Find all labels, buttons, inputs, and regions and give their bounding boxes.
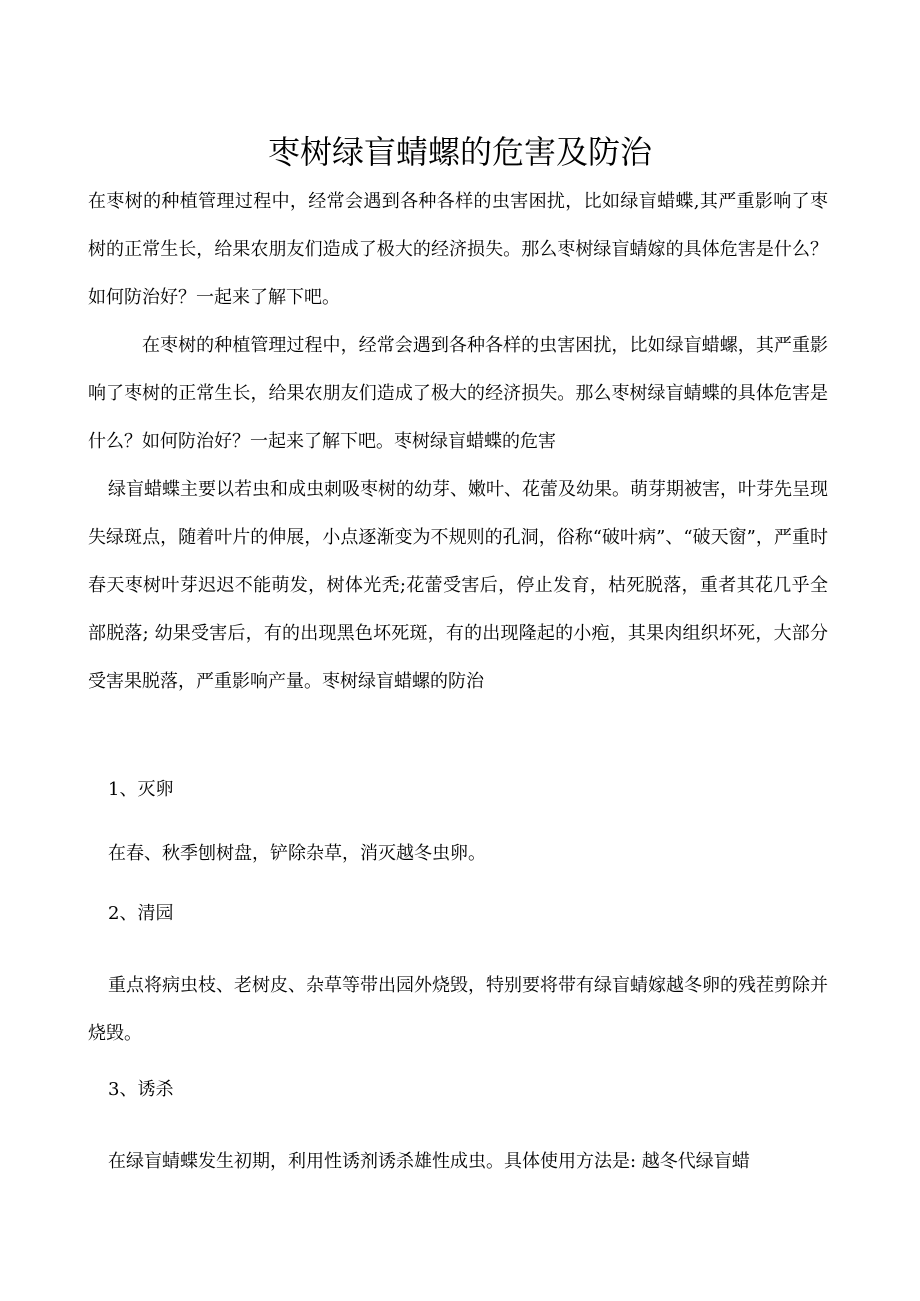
step2-heading: 2、清园	[108, 903, 174, 924]
intro-paragraph: 在枣树的种植管理过程中，经常会遇到各种各样的虫害困扰，比如绿盲蜡蝶,其严重影响了枣树的正常生长，给果农朋友们造成了极大的经济损失。那么枣树绿盲蜻嫁的具体危害是什么？如何防治好？一起来了解下吧。	[88, 191, 828, 308]
step3-heading: 3、诱杀	[108, 1079, 174, 1100]
intro-repeat-paragraph: 在枣树的种植管理过程中，经常会遇到各种各样的虫害困扰，比如绿盲蜡螺，其严重影响了枣树的正常生长，给果农朋友们造成了极大的经济损失。那么枣树绿盲蜻蝶的具体危害是什么？如何防治好？一起来了解下吧。枣树绿盲蜡蝶的危害	[88, 335, 828, 452]
document-title: 枣树绿盲蜻螺的危害及防治	[267, 133, 652, 171]
step2-paragraph: 重点将病虫枝、老树皮、杂草等带出园外烧毁，特别要将带有绿盲蜻嫁越冬卵的残茬剪除并烧毁。	[88, 975, 828, 1044]
step3-paragraph: 在绿盲蜻蝶发生初期，利用性诱剂诱杀雄性成虫。具体使用方法是: 越冬代绿盲蜡	[108, 1151, 750, 1172]
damage-paragraph: 绿盲蜡蝶主要以若虫和成虫刺吸枣树的幼芽、嫩叶、花蕾及幼果。萌芽期被害，叶芽先呈现失绿斑点，随着叶片的伸展，小点逐渐变为不规则的孔洞，俗称“破叶病”、“破天窗”，严重时春天枣树叶芽迟迟不能萌发，树体光秃;花蕾受害后，停止发育，枯死脱落，重者其花几乎全部脱落; 幼果受害后，有的出现黑色坏死斑，有的出现隆起的小疱，其果肉组织坏死，大部分受害果脱落，严重影响产量。枣树绿盲蜡螺的防治	[88, 479, 828, 692]
step1-paragraph: 在春、秋季刨树盘，铲除杂草，消灭越冬虫卵。	[108, 843, 486, 864]
step1-heading: 1、灭卵	[108, 779, 174, 800]
